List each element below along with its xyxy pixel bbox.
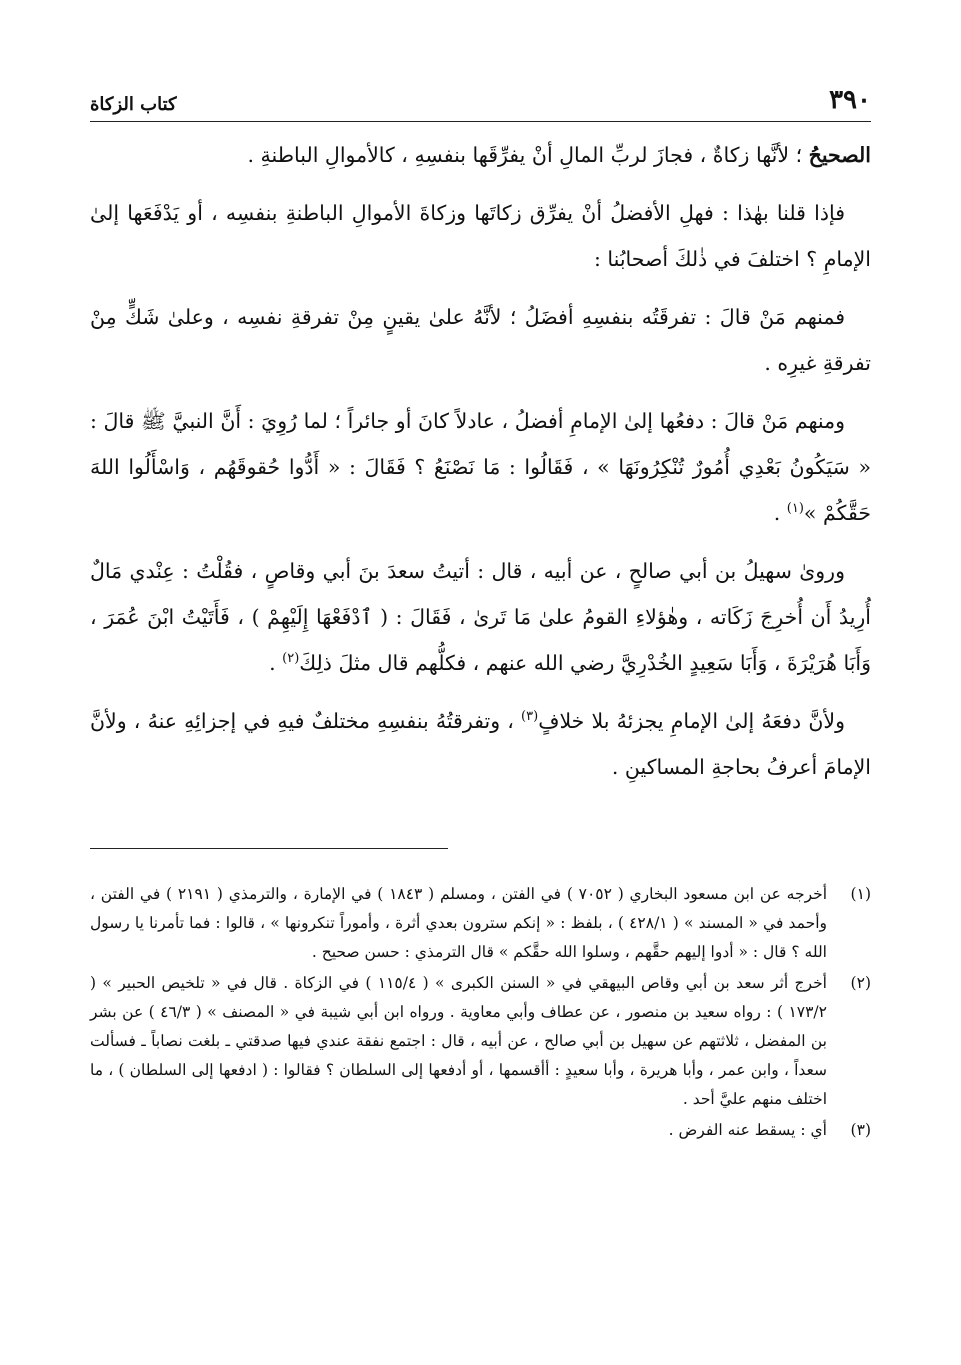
paragraph-1 bbox=[90, 132, 871, 178]
footnote-1 bbox=[90, 880, 871, 967]
paragraph-4-text: ومنهم مَنْ قالَ : دفعُها إلىٰ الإمامِ أفضلُ ، عادلاً كانَ أو جائراً ؛ لما رُوِيَ : أَنَّ النبيَّ ﷺ قالَ : « سَيَكُونُ بَعْدِي أُمُورٌ تُنْكِرُونَهَا » ، فَقَالُوا : مَا نَصْنَعُ ؟ فَقَالَ : « أَدُّوا حُقوقَهُم ، وَاسْأَلُوا اللهَ حَقَّكُمْ » bbox=[90, 409, 871, 525]
paragraph-6 bbox=[90, 698, 871, 790]
footnote-number: (١) bbox=[850, 885, 871, 903]
footnote-2 bbox=[90, 969, 871, 1114]
book-page bbox=[90, 0, 871, 1365]
page-number: ٣٩٠ bbox=[829, 85, 871, 115]
paragraph-5 bbox=[90, 548, 871, 686]
paragraph-2: فإذا قلنا بهٰذا : فهلِ الأفضلُ أنْ يفرِّق زكاتَها وزكاةَ الأموالِ الباطنةِ بنفسِه ، أو يَدْفَعَها إلىٰ الإمامِ ؟ اختلفَ في ذٰلكَ أصحابُنا : bbox=[90, 201, 871, 271]
paragraph-5-text: وروىٰ سهيلُ بن أبي صالحٍ ، عن أبيه ، قال : أتيتُ سعدَ بنَ أبي وقاصٍ ، فقُلْتُ : عِنْدي مَالٌ أُرِيدُ أَن أُخرِجَ زَكَاته ، وهٰؤلاءِ القومُ علىٰ مَا تَرىٰ ، فَقَالَ : ( ٱدْفَعْهَا إِلَيْهِمْ ) ، فَأَتَيْتُ ابْنَ عُمَرَ ، وَأَبَا هُرَيْرَةَ ، وَأَبَا سَعِيدٍ الخُدْرِيَّ رضي الله عنهم ، فكلُّهم قال مثلَ ذلِكَ bbox=[90, 559, 871, 675]
footnote-number: (٣) bbox=[850, 1121, 871, 1139]
paragraph-4-end: . bbox=[773, 501, 787, 525]
footnote-divider bbox=[90, 848, 448, 849]
paragraph-5-end: . bbox=[269, 651, 283, 675]
footnote-ref-1[interactable]: (١) bbox=[786, 501, 804, 517]
paragraph-6-before: ولأنَّ دفعَهُ إلىٰ الإمامِ يجزئهُ بلا خلافٍ bbox=[538, 709, 845, 733]
paragraph-1-text: ؛ لأنَّها زكاةٌ ، فجازَ لربِّ المالِ أنْ يفرِّقَها بنفسِهِ ، كالأموالِ الباطنةِ . bbox=[247, 143, 809, 167]
footnote-text: أي : يسقط عنه الفرض . bbox=[668, 1121, 827, 1139]
running-title: كتاب الزكاة bbox=[90, 94, 177, 115]
footnotes-section bbox=[90, 880, 871, 1147]
paragraph-3: فمنهم مَنْ قالَ : تفرقَتُه بنفسِهِ أفضَلُ ؛ لأنَّهُ علىٰ يقينٍ مِنْ تفرقةِ نفسِه ، وعلىٰ شَكٍّ مِنْ تفرقةِ غيرِه . bbox=[90, 305, 871, 375]
paragraph-4 bbox=[90, 398, 871, 536]
paragraph-6-after: ، وتفرقتُهُ بنفسِهِ مختلفٌ فيهِ في إجزائِهِ عنهُ ، ولأنَّ الإمامَ أعرفُ بحاجةِ المساكينِ . bbox=[90, 709, 871, 779]
footnote-3 bbox=[90, 1116, 871, 1145]
main-text bbox=[90, 132, 871, 802]
page-header bbox=[90, 82, 871, 122]
bold-lead-word: الصحيحُ bbox=[808, 143, 871, 167]
footnote-ref-3[interactable]: (٣) bbox=[521, 709, 539, 725]
footnote-text: أخرجه عن ابن مسعود البخاري ( ٧٠٥٢ ) في الفتن ، ومسلم ( ١٨٤٣ ) في الإمارة ، والترمذي ( ٢١٩١ ) في الفتن ، وأحمد في « المسند » ( ٤٢٨/١ ) ، بلفظ : « إنكم سترون بعدي أثرة ، وأموراً تنكرونها » ، قالوا : فما تأمرنا يا رسول الله ؟ قال : « أدوا إليهم حقَّهم ، وسلوا الله حقَّكم » قال الترمذي : حسن صحيح . bbox=[90, 885, 828, 961]
footnote-number: (٢) bbox=[850, 974, 871, 992]
footnote-ref-2[interactable]: (٢) bbox=[282, 651, 300, 667]
footnote-text: أخرج أثر سعد بن أبي وقاص البيهقي في « السنن الكبرى » ( ١١٥/٤ ) في الزكاة . قال في « تلخيص الحبير » ( ١٧٣/٢ ) : رواه سعيد بن منصور ، عن عطاف وأبي معاوية . ورواه ابن أبي شيبة في « المصنف » ( ٤٦/٣ ) عن بشر بن المفضل ، ثلاثتهم عن سهيل بن أبي صالح ، عن أبيه ، قال : اجتمع نفقة عندي فيها صدقتي ـ بلغت نصاباً ـ فسألت سعداً ، وابن عمر ، وأبا هريرة ، وأبا سعيدٍ : أأقسمها ، أو أدفعها إلى السلطان ؟ فقالوا : ( ادفعها إلى السلطان ) ، ما اختلف منهم عليَّ أحد . bbox=[90, 974, 827, 1108]
